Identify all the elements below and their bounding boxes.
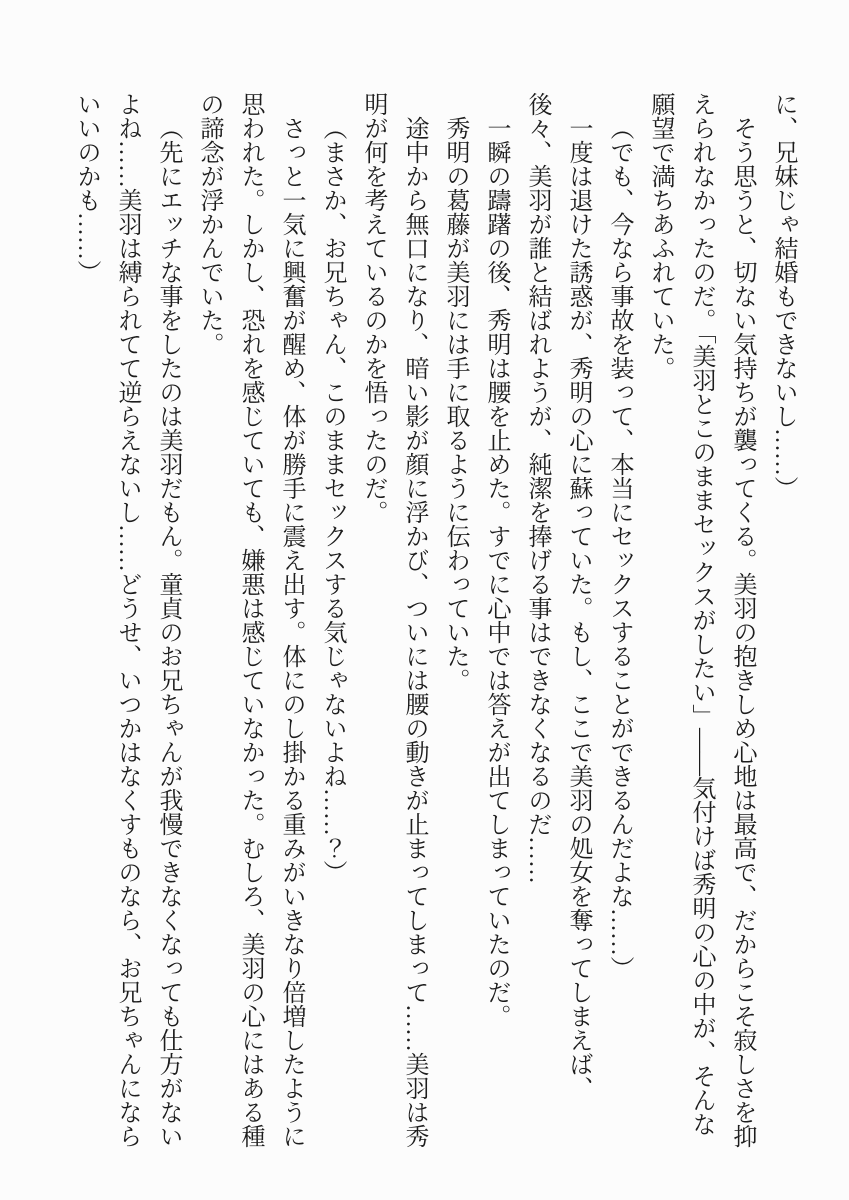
paragraph: 秀明の葛藤が美羽には手に取るように伝わっていた。 bbox=[442, 116, 468, 692]
paragraph: 一瞬の躊躇の後、秀明は腰を止めた。すでに心中では答えが出てしまっていたのだ。 bbox=[483, 116, 509, 1028]
paragraph: 一度は退けた誘惑が、秀明の心に蘇っていた。もし、ここで美羽の処女を奪ってしまえば、後々、美羽が誰と結ばれようが、純潔を捧げる事はできなくなるのだ…… bbox=[524, 92, 591, 1100]
paragraph: に、兄妹じゃ結婚もできないし……） bbox=[770, 92, 796, 500]
paragraph: そう思うと、切ない気持ちが襲ってくる。美羽の抱きしめ心地は最高で、だからこそ寂しさを抑えられなかったのだ。「美羽とこのままセックスがしたい」――気付けば秀明の心の中が、そんな願望で満ちあふれていた。 bbox=[647, 92, 755, 1148]
paragraph: さっと一気に興奮が醒め、体が勝手に震え出す。体にのし掛かる重みがいきなり倍増したように思われた。しかし、恐れを感じていても、嫌悪は感じていなかった。むしろ、美羽の心にはある種の諦念が浮かんでいた。 bbox=[196, 92, 304, 1148]
paragraph: （まさか、お兄ちゃん、このままセックスする気じゃないよね……？） bbox=[319, 116, 345, 884]
paragraph: （でも、今なら事故を装って、本当にセックスすることができるんだよな……） bbox=[606, 116, 632, 980]
paragraph: （先にエッチな事をしたのは美羽だもん。童貞のお兄ちゃんが我慢できなくなっても仕方がないよね……美羽は縛られてて逆らえないし……どうせ、いつかはなくすものなら、お兄ちゃんにならいいのかも……） bbox=[73, 92, 181, 1148]
paragraph: 途中から無口になり、暗い影が顔に浮かび、ついには腰の動きが止まってしまって……美羽は秀明が何を考えているのかを悟ったのだ。 bbox=[360, 92, 427, 1148]
vertical-text-block bbox=[65, 92, 803, 1150]
